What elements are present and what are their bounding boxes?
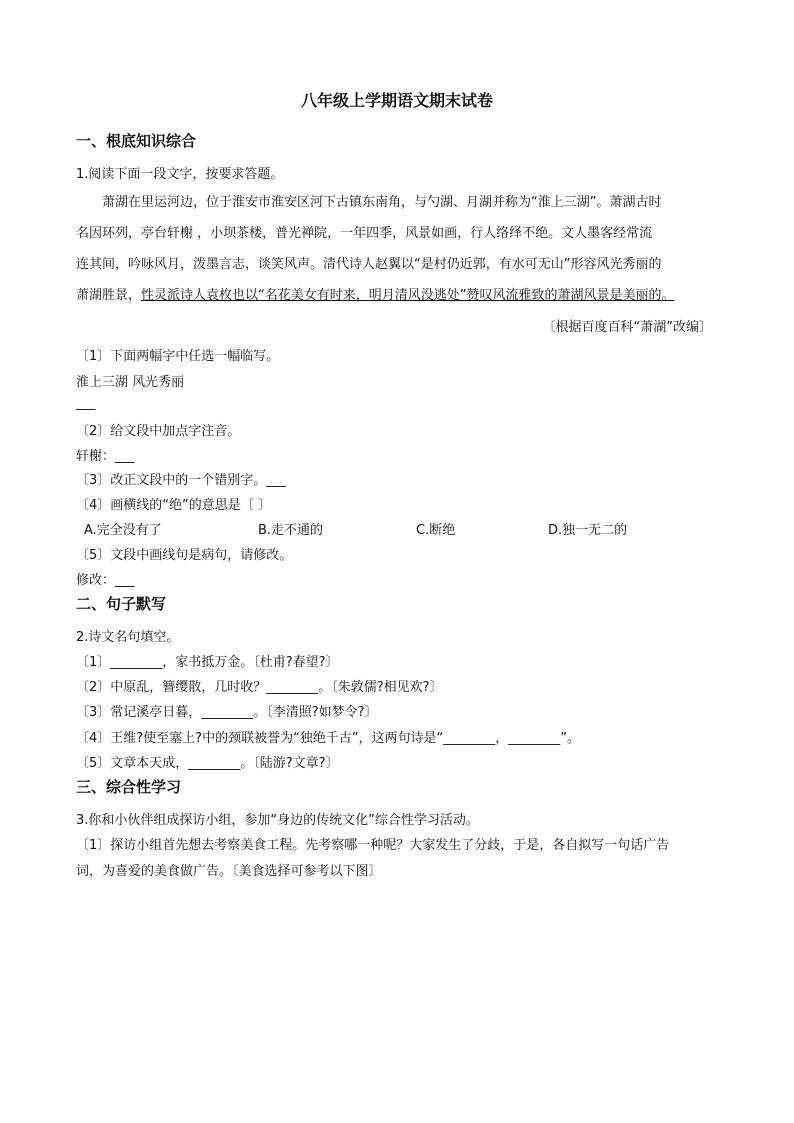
page-title: 八年级上学期语文期末试卷	[300, 91, 493, 110]
option-c[interactable]: C.断绝	[416, 523, 456, 538]
q1-passage-line-3: 连其间，吟咏风月，泼墨言志，谈笑风声。清代诗人赵翼以“是村仍近郭，有水可无山”形容风光秀丽的	[76, 257, 662, 272]
q1-sub5: 〔5〕文段中画线句是病句，请修改。	[76, 548, 293, 563]
q3-sub1-line-2: 词，为喜爱的美食做广告。〔美食选择可参考以下图〕	[76, 864, 382, 879]
q2-intro: 2.诗文名句填空。	[76, 630, 180, 645]
q3-sub1-line-1: 〔1〕探访小组首先想去考察美食工程。先考察哪一种呢？大家发生了分歧，于是，各自拟写一句话广告	[76, 838, 670, 853]
q1-intro: 1.阅读下面一段文字，按要求答题。	[76, 167, 284, 182]
q1-passage-line-2: 名因环列，亭台轩榭 ，小坝茶楼，普光禅院，一年四季，风景如画，行人络绎不绝。文人墨客经常流	[76, 226, 653, 241]
section-heading-2: 二、句子默写	[76, 595, 167, 613]
option-d[interactable]: D.独一无二的	[548, 523, 628, 538]
q3-intro: 3.你和小伙伴组成探访小组，参加“身边的传统文化”综合性学习活动。	[76, 813, 479, 828]
option-b[interactable]: B.走不通的	[258, 523, 324, 538]
poem-fill-item[interactable]: 〔4〕王维?使至塞上?中的颈联被誉为“独绝千古”，这两句诗是“________，________”。	[76, 731, 581, 746]
q1-passage-line-4	[76, 284, 675, 303]
q1-sub3[interactable]: 〔3〕改正文段中的一个错别字。___	[76, 473, 286, 488]
poem-fill-item[interactable]: 〔1〕________，家书抵万金。〔杜甫?春望?〕	[76, 655, 339, 670]
section-heading-3: 三、综合性学习	[76, 778, 182, 796]
answer-pinyin[interactable]: 轩榭：___	[76, 449, 135, 464]
answer-revision[interactable]: 修改：___	[76, 573, 135, 588]
q1-sub2: 〔2〕给文段中加点字注音。	[76, 424, 241, 439]
passage-plain-text: 萧湖胜景，	[76, 288, 142, 303]
q1-passage-line-1: 萧湖在里运河边，位于淮安市淮安区河下古镇东南角，与勺湖、月湖并称为“淮上三湖”。萧湖古时	[102, 195, 662, 210]
section-heading-1: 一、根底知识综合	[76, 132, 197, 150]
option-a[interactable]: A.完全没有了	[84, 523, 162, 538]
source-note: 〔根据百度百科“萧湖”改编〕	[542, 320, 712, 335]
answer-blank-1[interactable]: ___	[76, 396, 96, 411]
poem-fill-item[interactable]: 〔3〕常记溪亭日暮，________。〔李清照?如梦令?〕	[76, 705, 378, 720]
underlined-sentence: 性灵派诗人袁枚也以“名花美女有时来，明月清风没逃处”赞叹风流雅致的萧湖风景是美丽的。	[141, 288, 675, 303]
poem-fill-item[interactable]: 〔2〕中原乱，簪缨散，几时收？________。〔朱敦儒?相见欢?〕	[76, 680, 443, 695]
poem-fill-item[interactable]: 〔5〕文章本天成，________。〔陆游?文章?〕	[76, 756, 339, 771]
q1-sub4: 〔4〕画横线的“绝”的意思是〔 〕	[76, 498, 271, 513]
q1-sub1: 〔1〕下面两幅字中任选一幅临写。	[76, 349, 280, 364]
calligraphy-words: 淮上三湖 风光秀丽	[76, 375, 185, 390]
